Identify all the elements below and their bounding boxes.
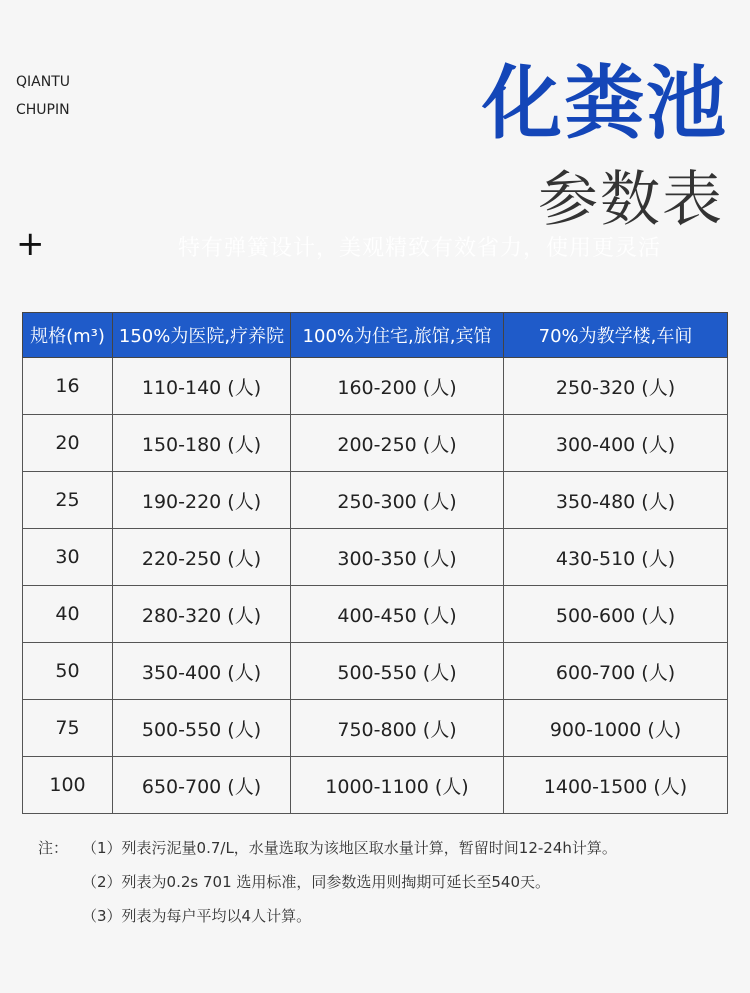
capacity-cell: 900-1000 (人): [504, 700, 728, 757]
header-spec: 规格(m³): [23, 313, 113, 358]
table-row: [23, 643, 728, 700]
capacity-cell: 350-480 (人): [504, 472, 728, 529]
table-header-row: [23, 313, 728, 358]
note-row-3: [38, 904, 617, 938]
spec-cell: 30: [23, 529, 113, 586]
capacity-cell: 750-800 (人): [291, 700, 504, 757]
brand-text: [16, 68, 70, 124]
spec-cell: 50: [23, 643, 113, 700]
spec-cell: 75: [23, 700, 113, 757]
table-row: [23, 415, 728, 472]
capacity-cell: 600-700 (人): [504, 643, 728, 700]
table-row: [23, 529, 728, 586]
capacity-cell: 500-550 (人): [113, 700, 291, 757]
note-item: （3）列表为每户平均以4人计算。: [82, 907, 312, 925]
capacity-cell: 650-700 (人): [113, 757, 291, 814]
notes: [38, 836, 617, 938]
capacity-cell: 300-400 (人): [504, 415, 728, 472]
capacity-cell: 160-200 (人): [291, 358, 504, 415]
capacity-cell: 500-550 (人): [291, 643, 504, 700]
capacity-cell: 190-220 (人): [113, 472, 291, 529]
brand-line-1: QIANTU: [16, 74, 70, 90]
header-school: 70%为教学楼,车间: [504, 313, 728, 358]
header-residential: 100%为住宅,旅馆,宾馆: [291, 313, 504, 358]
capacity-cell: 500-600 (人): [504, 586, 728, 643]
note-item: （2）列表为0.2s 701 选用标准，同参数选用则掏期可延长至540天。: [82, 873, 551, 891]
spec-cell: 20: [23, 415, 113, 472]
spec-cell: 16: [23, 358, 113, 415]
spec-table: [22, 312, 728, 814]
tagline: 特有弹簧设计，美观精致有效省力，使用更灵活: [178, 236, 662, 261]
capacity-cell: 110-140 (人): [113, 358, 291, 415]
capacity-cell: 350-400 (人): [113, 643, 291, 700]
capacity-cell: 200-250 (人): [291, 415, 504, 472]
note-row-2: [38, 870, 617, 904]
spec-cell: 25: [23, 472, 113, 529]
page-subtitle: 参数表: [538, 165, 724, 235]
note-row-1: [38, 836, 617, 870]
table-row: [23, 586, 728, 643]
capacity-cell: 220-250 (人): [113, 529, 291, 586]
spec-cell: 100: [23, 757, 113, 814]
header-hospital: 150%为医院,疗养院: [113, 313, 291, 358]
table-row: [23, 757, 728, 814]
capacity-cell: 1000-1100 (人): [291, 757, 504, 814]
capacity-cell: 300-350 (人): [291, 529, 504, 586]
spec-cell: 40: [23, 586, 113, 643]
table-row: [23, 700, 728, 757]
capacity-cell: 250-300 (人): [291, 472, 504, 529]
capacity-cell: 150-180 (人): [113, 415, 291, 472]
capacity-cell: 250-320 (人): [504, 358, 728, 415]
table-row: [23, 358, 728, 415]
page-title: 化粪池: [482, 57, 728, 150]
plus-icon: +: [16, 224, 45, 264]
capacity-cell: 280-320 (人): [113, 586, 291, 643]
note-item: （1）列表污泥量0.7/L，水量选取为该地区取水量计算，暂留时间12-24h计算。: [82, 839, 617, 857]
brand-line-2: CHUPIN: [16, 102, 70, 118]
capacity-cell: 400-450 (人): [291, 586, 504, 643]
capacity-cell: 1400-1500 (人): [504, 757, 728, 814]
capacity-cell: 430-510 (人): [504, 529, 728, 586]
table-row: [23, 472, 728, 529]
notes-label: 注：: [38, 839, 69, 857]
